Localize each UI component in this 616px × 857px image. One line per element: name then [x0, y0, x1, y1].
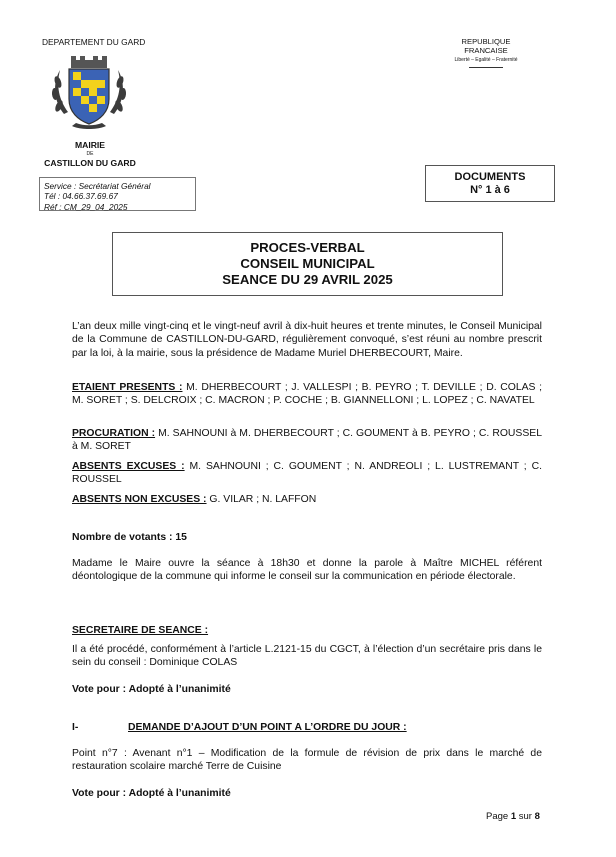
mairie-de: DE: [86, 151, 94, 158]
intro-paragraph: L’an deux mille vingt-cinq et le vingt-neuf avril à dix-huit heures et trente minutes, le Conseil Municipal de la Commune de CASTILLON-DU-GARD, régulièrement convoqué, s’est réuni au nombre prescrit par la loi, à la mairie, sous la présidence de Madame Muriel DHERBECOURT, Maire.: [72, 321, 542, 359]
page-current: 1: [510, 811, 517, 822]
excuses-text: M. SAHNOUNI ; C. GOUMENT ; N. ANDREOLI ; L. LUSTREMANT ; C. ROUSSEL: [72, 461, 542, 486]
non-excuses-label: ABSENTS NON EXCUSES :: [72, 494, 207, 505]
mairie-title: MAIRIE: [74, 140, 106, 150]
excuses-label: ABSENTS EXCUSES :: [72, 461, 185, 472]
title-line-1: PROCES-VERBAL: [250, 240, 365, 255]
department-label: DEPARTEMENT DU GARD: [42, 37, 146, 47]
title-line-2: CONSEIL MUNICIPAL: [240, 256, 375, 272]
page-title-box: [112, 232, 503, 296]
republic-label: REPUBLIQUE FRANCAISE: [461, 37, 511, 55]
votants-count: Nombre de votants : 15: [72, 532, 187, 543]
section-title: DEMANDE D’AJOUT D’UN POINT A L’ORDRE DU JOUR :: [128, 722, 407, 733]
service-line: Service : Secrétariat Général: [44, 181, 151, 191]
mairie-block: [30, 140, 150, 169]
presents-paragraph: [72, 381, 542, 408]
page-total: 8: [534, 811, 540, 822]
presents-text: M. DHERBECOURT ; J. VALLESPI ; B. PEYRO ; T. DEVILLE ; D. COLAS ; M. SORET ; S. DELCROIX ; C. MACRON ; P. COCHE ; B. GIANNELLONI ; L. LOPEZ ; C. NAVATEL: [72, 382, 543, 407]
page-label: Page: [486, 811, 509, 822]
documents-title: DOCUMENTS: [454, 171, 526, 183]
procuration-label: PROCURATION :: [72, 428, 156, 439]
motto-underline: [469, 67, 503, 68]
presents-label: ETAIENT PRESENTS :: [72, 382, 183, 393]
secretaire-paragraph: Il a été procédé, conformément à l’article L.2121-15 du CGCT, à l’élection d’un secrétaire pris dans le sein du conseil : Dominique COLAS: [72, 644, 542, 669]
page-number: [486, 811, 540, 822]
vote-result-1: Vote pour : Adopté à l’unanimité: [72, 684, 231, 695]
point-7-paragraph: Point n°7 : Avenant n°1 – Modification de la formule de révision de prix dans le marché de restauration scolaire marché Terre de Cuisine: [72, 748, 542, 773]
secretaire-heading: SECRETAIRE DE SEANCE :: [72, 625, 209, 636]
vote-result-2: Vote pour : Adopté à l’unanimité: [72, 788, 231, 799]
procuration-text: M. SAHNOUNI à M. DHERBECOURT ; C. GOUMENT à B. PEYRO ; C. ROUSSEL à M. SORET: [72, 428, 542, 453]
reference-line: Réf : CM_29_04_2025: [44, 201, 128, 212]
opening-paragraph: Madame le Maire ouvre la séance à 18h30 et donne la parole à Maître MICHEL référent déontologique de la commune qui informe le conseil sur la communication en période électorale.: [72, 558, 542, 583]
republic-block: [443, 37, 529, 68]
section-number: I-: [72, 722, 79, 733]
republic-motto: Liberté – Egalité – Fraternité: [454, 57, 518, 63]
page-sur: sur: [518, 811, 532, 822]
town-crest-logo: [50, 54, 128, 134]
documents-range: N° 1 à 6: [470, 184, 510, 197]
phone-line: Tél : 04.66.37.69.67: [44, 191, 118, 202]
non-excuses-paragraph: [72, 493, 542, 506]
documents-box: [425, 165, 555, 202]
crown-icon: [71, 56, 107, 68]
title-line-3: SEANCE DU 29 AVRIL 2025: [222, 272, 393, 288]
non-excuses-text: G. VILAR ; N. LAFFON: [206, 494, 317, 505]
service-box: [39, 177, 196, 211]
excuses-paragraph: [72, 460, 542, 487]
procuration-paragraph: [72, 427, 542, 454]
mairie-town: CASTILLON DU GARD: [44, 158, 136, 169]
